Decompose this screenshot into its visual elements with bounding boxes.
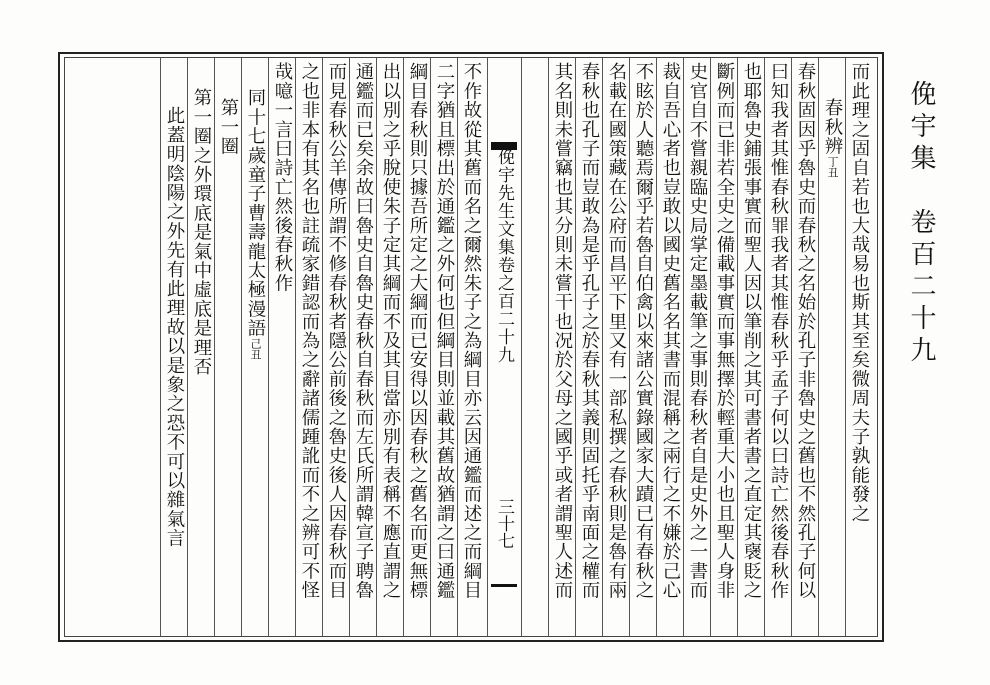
column-rule [403, 58, 404, 636]
center-band-right-rule [521, 58, 522, 636]
column-rule [349, 58, 350, 636]
center-band [491, 58, 517, 636]
text-column: 裁自吾心者也豈敢以國史舊名名其書而混稱之兩行之不嫌於己心 [660, 62, 681, 600]
center-band-left-rule [487, 58, 488, 636]
column-rule [845, 58, 846, 636]
margin-title: 俛宇集 卷百二十九 [906, 80, 936, 368]
text-column: 也耶魯史鋪張事實而聖人因以筆削之其可書者書之直定其襃貶之 [741, 62, 762, 600]
section-heading: 春秋辨 [822, 98, 843, 156]
column-rule [376, 58, 377, 636]
column-rule [430, 58, 431, 636]
text-column: 不作故從其舊而名之爾然朱子之為綱目亦云因通鑑而述之而綱目 [461, 62, 482, 600]
text-column: 春秋固因乎魯史而春秋之名始於孔子非魯史之舊也不然孔子何以 [795, 62, 816, 600]
column-rule [214, 58, 215, 636]
question-column: 第一圈之外環底是氣中虛底是理否 [191, 88, 212, 376]
text-column: 名載在國策藏在公府而昌平下里又有一部私撰之春秋則是魯有兩 [606, 62, 627, 600]
text-column: 綱目春秋則只據吾所定之大綱而已安得以因春秋之舊名而更無標 [407, 62, 428, 600]
text-column: 通鑑而已矣余故曰魯史自魯史春秋自春秋而左氏所謂韓宣子聘魯 [353, 62, 374, 600]
text-column: 出以別之乎脫使朱子定其綱而不及其目當亦別有表稱不應直謂之 [380, 62, 401, 600]
text-column: 春秋也孔子而豈敢為是乎孔子之於春秋其義則固托乎南面之權而 [579, 62, 600, 600]
column-rule [295, 58, 296, 636]
section-heading-column [242, 62, 268, 654]
heading-date-note: 丁丑 [826, 155, 839, 178]
column-rule [187, 58, 188, 636]
center-band-page-number: 三十七 [494, 498, 514, 549]
text-column: 二字猶且標出於通鑑之外何也但綱目則並載其舊故猶謂之曰通鑑 [434, 62, 455, 600]
column-rule [548, 58, 549, 636]
column-rule [710, 58, 711, 636]
column-rule [241, 58, 242, 636]
text-column: 而見春秋公羊傳所謂不修春秋者隱公前後之魯史後人因春秋而目 [326, 62, 347, 600]
column-rule [818, 58, 819, 636]
answer-column: 此蓋明陰陽之外先有此理故以是象之恐不可以雜氣言 [164, 106, 185, 548]
column-rule [656, 58, 657, 636]
text-column: 其名則未嘗竊也其分則未嘗干也况於父母之國乎或者謂聖人述而 [552, 62, 573, 600]
column-rule [683, 58, 684, 636]
text-column: 之也非本有其名也註疏家錯認而為之辭諸儒踵訛而不之辨可不怪 [299, 62, 320, 600]
text-column: 曰知我者其惟春秋罪我者其惟春秋乎孟子何以曰詩亡然後春秋作 [768, 62, 789, 600]
column-rule [160, 58, 161, 636]
text-column: 不眩於人聽焉爾乎若魯自伯禽以來諸公實錄國家大蹟已有春秋之 [633, 62, 654, 600]
section-heading: 同十七歲童子曹壽龍太極漫語 [245, 88, 266, 338]
column-rule [629, 58, 630, 636]
column-rule [791, 58, 792, 636]
text-column: 斷例而已非若全史之備載事實而事無擇於輕重大小也且聖人身非 [714, 62, 735, 600]
fish-tail-mark-bottom [491, 584, 517, 587]
column-rule [737, 58, 738, 636]
text-column: 史官自不嘗親臨史局掌定墨載筆之事則春秋者自是史外之一書而 [687, 62, 708, 600]
heading-date-note: 己丑 [249, 337, 262, 360]
column-rule [457, 58, 458, 636]
column-rule [764, 58, 765, 636]
section-heading-column [819, 62, 845, 664]
column-rule [268, 58, 269, 636]
text-column: 哉噫一言曰詩亡然後春秋作 [272, 62, 293, 293]
column-rule [322, 58, 323, 636]
column-rule [575, 58, 576, 636]
subheading-column: 第一圈 [218, 98, 239, 156]
column-rule [602, 58, 603, 636]
center-band-title: 俛宇先生文集卷之百二十九 [494, 148, 514, 364]
text-column: 而此理之固自若也大哉易也斯其至矣微周夫子孰能發之 [849, 62, 870, 523]
